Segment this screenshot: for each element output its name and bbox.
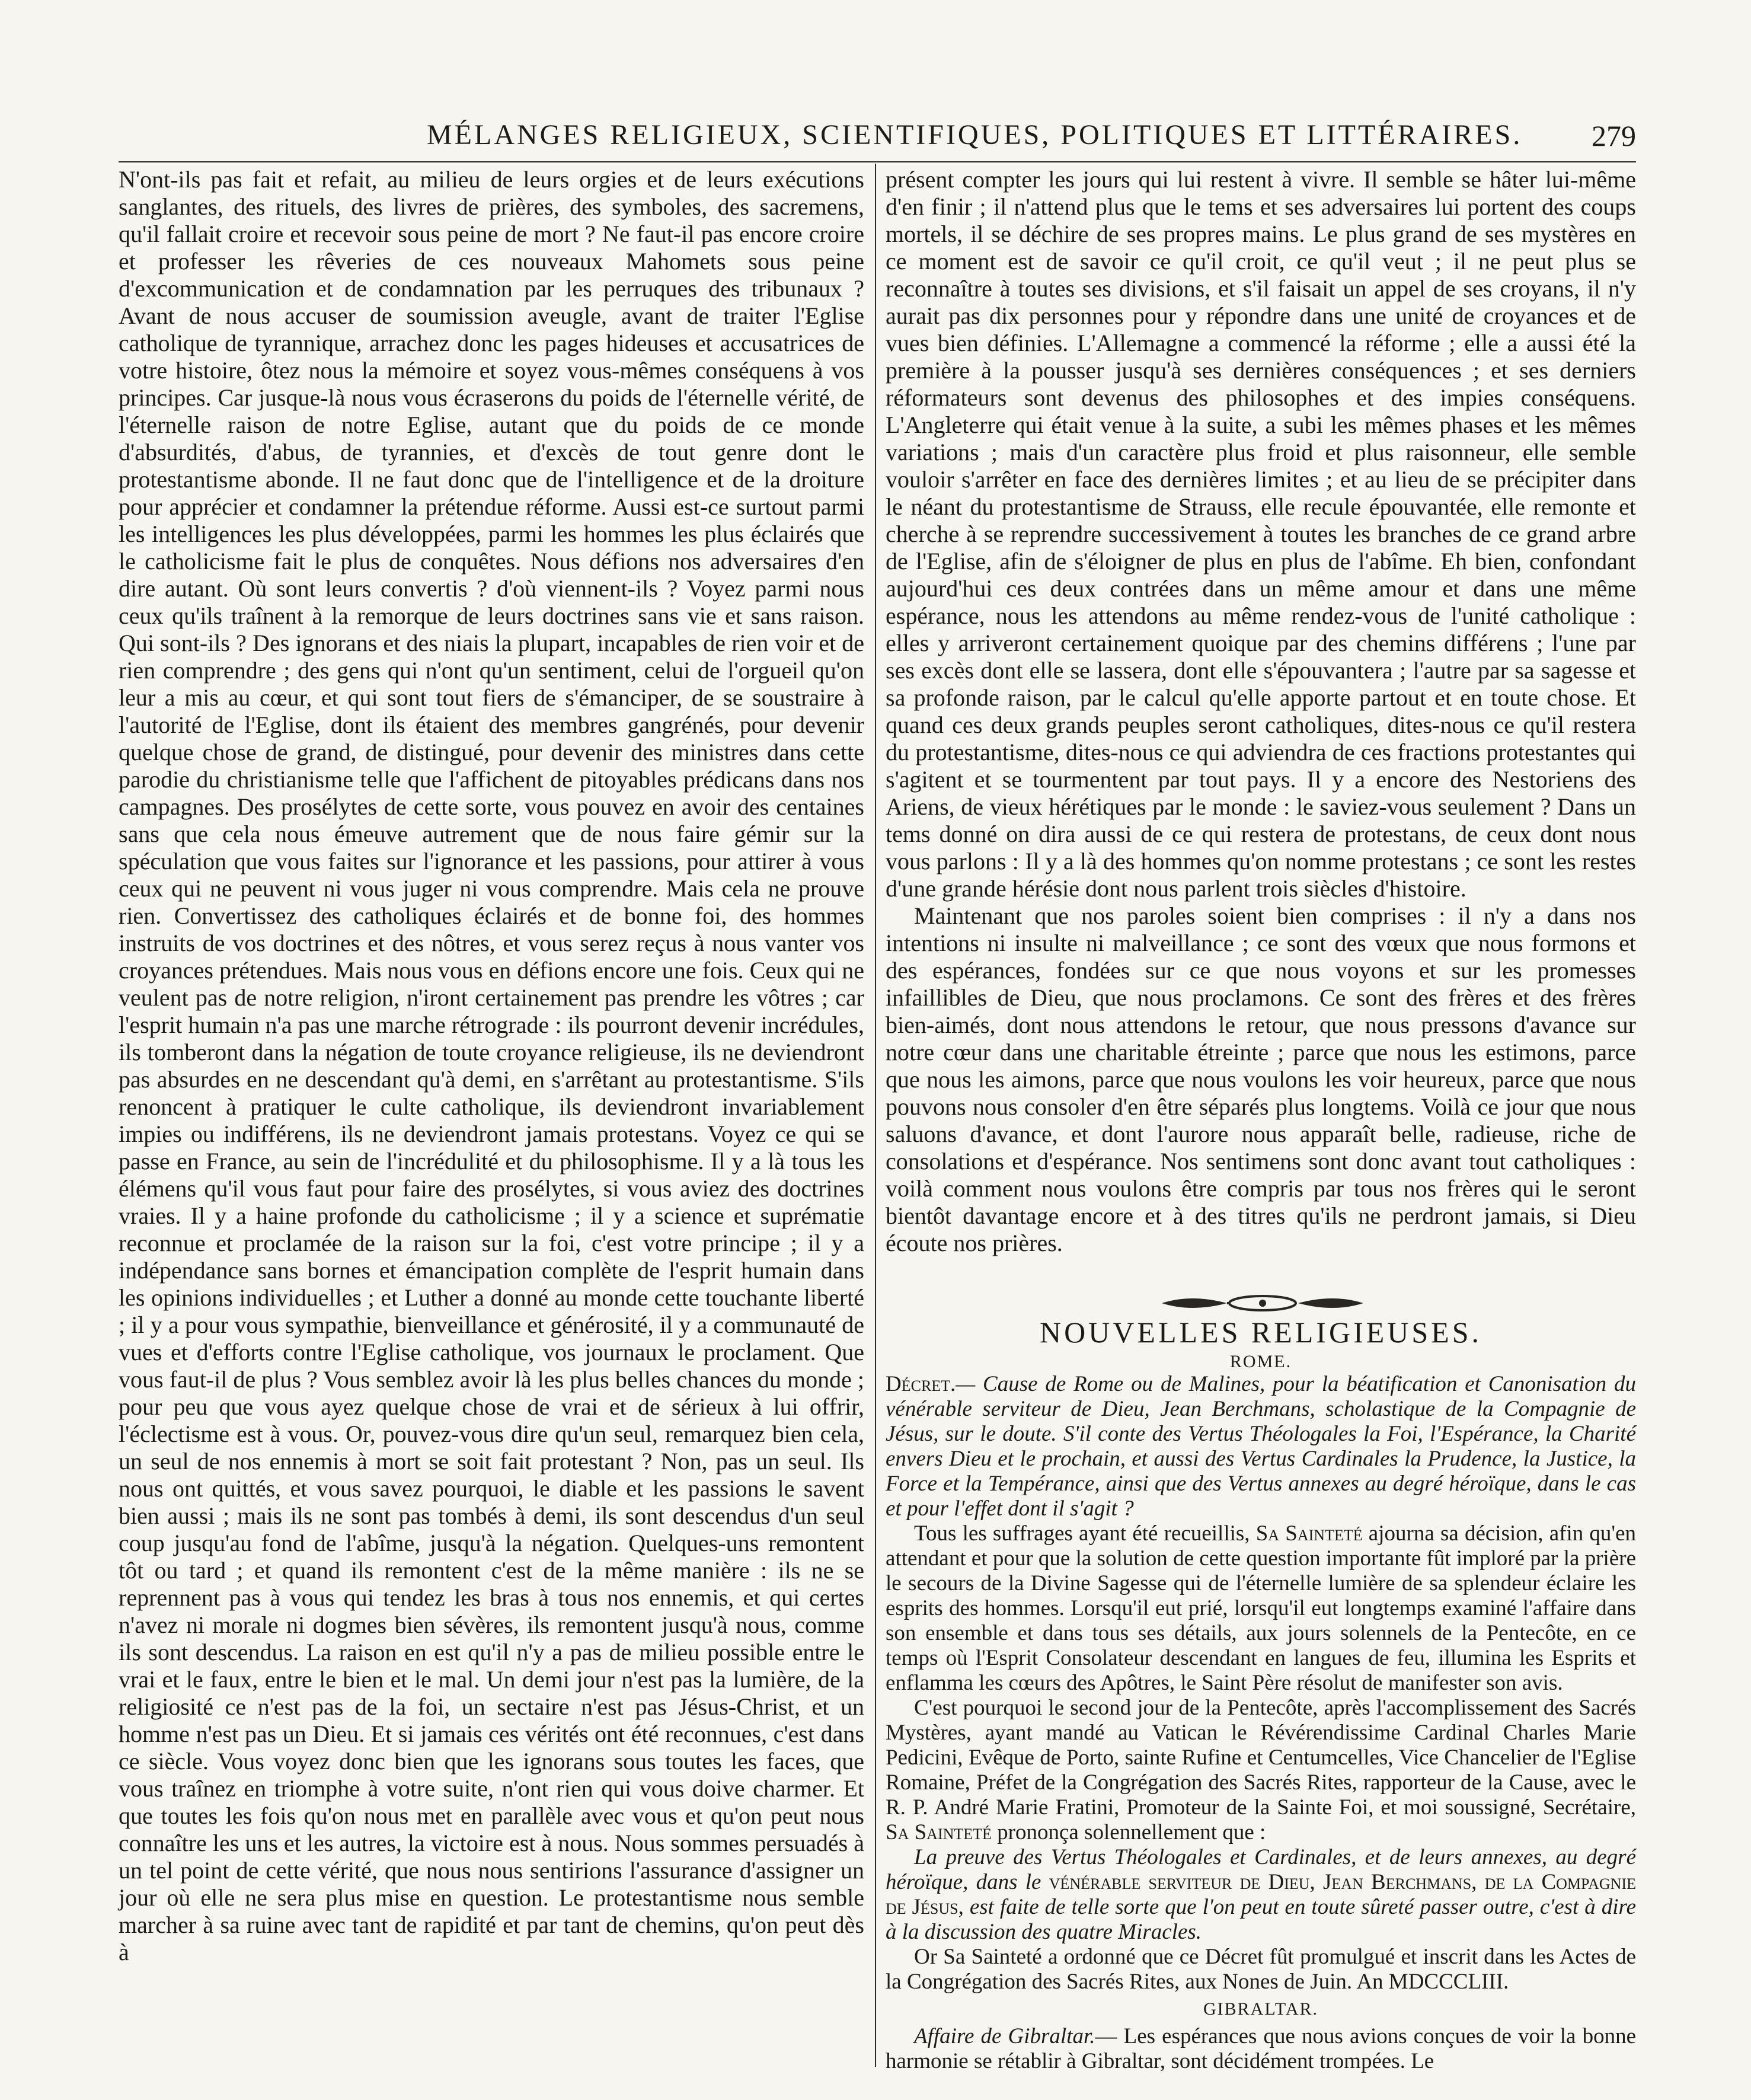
gibraltar-paragraph (886, 2024, 1636, 2074)
column-divider (875, 164, 876, 2067)
news-body (886, 1372, 1637, 2073)
news-paragraph-1-b: ajourna sa décision, afin qu'en attendant et pour que la solution de cette question importante fût imploré par la prière le secours de la Divine Sagesse qui de l'éternelle lumière de sa splendeur éclaire les esprits des hommes. Lorsqu'il eut prié, lorsqu'il eut longtemps examiné l'affaire dans son ensemble et dans tous ses détails, aux jours solennels de la Pentecôte, en ce temps où l'Esprit Consolateur descendant en langues de feu, illumina les Esprits et enflamma les cœurs des Apôtres, le Saint Père résolut de manifester son avis. (886, 1521, 1637, 1695)
rome-heading: ROME. (1229, 1352, 1292, 1371)
decree-paragraph (886, 1372, 1636, 1521)
news-paragraph-2-a: C'est pourquoi le second jour de la Pentecôte, après l'accomplissement des Sacrés Mystères, ayant mandé au Vatican le Révérendissime Cardinal Charles Marie Pedicini, Evêque de Porto, sainte Rufine et Centumcelles, Vice Chancelier de l'Eglise Romaine, Préfet de la Congrégation des Sacrés Rites, rapporteur de la Cause, avec le R. P. André Marie Fratini, Promoteur de la Sainte Foi, et moi soussigné, Secrétaire, (886, 1696, 1636, 1820)
verdict-paragraph (886, 1845, 1636, 1945)
right-column-paragraph-1: présent compter les jours qui lui restent à vivre. Il semble se hâter lui-même d'en finir ; il n'attend plus que le tems et ses adversaires lui portent des coups mortels, il se déchire de ses propres mains. Le plus grand de ses mystères en ce moment est de savoir ce qu'il croit, ce qu'il veut ; il ne peut plus se reconnaître à toutes ses divisions, et s'il faisait un appel de ses croyans, il n'y aurait pas dix personnes pour y répondre dans une unité de croyances et de vues bien définies. L'Allemagne a commencé la réforme ; elle a aussi été la première à la pousser jusqu'à ses dernières conséquences ; et ses derniers réformateurs sont devenus des philosophes et des impies conséquens. L'Angleterre qui était venue à la suite, a subi les mêmes phases et les mêmes variations ; mais d'un caractère plus froid et plus raisonneur, elle semble vouloir s'arrêter en face des dernières limites ; et au lieu de se précipiter dans le néant du protestantisme de Strauss, elle recule épouvantée, elle remonte et cherche à se reprendre successivement à toutes les branches de ce grand arbre de l'Eglise, afin de s'éloigner de plus en plus de l'abîme. Eh bien, confondant aujourd'hui ces deux contrées dans un même amour et dans une même espérance, nous les attendons au même rendez-vous de l'unité catholique : elles y arriveront certainement quoique par des chemins différens ; l'une par ses excès dont elle se lassera, dont elle s'épouvantera ; l'autre par sa sagesse et sa profonde raison, par le calcul qu'elle apporte partout et en toute chose. Et quand ces deux grands peuples seront catholiques, dites-nous ce qu'il restera du protestantisme, dites-nous ce qui adviendra de ces fractions protestantes qui s'agitent et se tourmentent par tout pays. Il y a encore des Nestoriens des Ariens, de vieux hérétiques par le monde : le saviez-vous seulement ? Dans un tems donné on dira aussi de ce qui restera de protestans, de ceux dont nous vous parlons : Il y a là des hommes qu'on nomme protestans ; ce sont les restes d'une grande hérésie dont nous parlent trois siècles d'histoire. (886, 166, 1636, 902)
news-section-title: NOUVELLES RELIGIEUSES. (1039, 1316, 1482, 1349)
ornament-divider (1156, 1291, 1369, 1315)
right-column-paragraph-2: Maintenant que nos paroles soient bien comprises : il n'y a dans nos intentions ni insulte ni malveillance ; ce sont des vœux que nous formons et des espérances, fondées sur ce que nous voyons et sur les promesses infaillibles de Dieu, que nous proclamons. Ce sont des frères et des frères bien-aimés, dont nous attendons le retour, que nous pressons d'avance sur notre cœur dans une charitable étreinte ; parce que nous les estimons, parce que nous les aimons, parce que nous voulons les voir heureux, parce que nous pouvons nous consoler d'en être séparés plus longtems. Voilà ce jour que nous saluons d'avance, et dont l'aurore nous apparaît belle, radieuse, riche de consolations et d'espérance. Nos sentimens sont donc avant tout catholiques : voilà comment nous voulons être compris par tous nos frères qui le seront bientôt davantage encore et à des titres qu'ils ne perdront jamais, si Dieu écoute nos prières. (886, 902, 1636, 1256)
gibraltar-text: — Les espérances que nous avions conçues de voir la bonne harmonie se rétablir à Gibraltar, sont décidément trompées. Le (886, 2024, 1636, 2073)
running-title: MÉLANGES RELIGIEUX, SCIENTIFIQUES, POLITIQUES ET LITTÉRAIRES. (427, 119, 1523, 151)
page-number: 279 (1592, 119, 1636, 152)
decree-text: — Cause de Rome ou de Malines, pour la béatification et Canonisation du vénérable serviteur de Dieu, Jean Berchmans, scholastique de la Compagnie de Jésus, sur le doute. S'il conte des Vertus Théologales la Foi, l'Espérance, la Charité envers Dieu et le prochain, et aussi des Vertus Cardinales la Prudence, la Justice, la Force et la Tempérance, ainsi que des Vertus annexes au degré héroïque, dans le cas et pour l'effet dont il s'agit ? (886, 1372, 1636, 1521)
right-column (886, 166, 1636, 1381)
sa-saintete-2: Sa Sainteté (886, 1820, 992, 1844)
verdict-b: est faite de telle sorte que l'on peut en toute sûreté passer outre, c'est à dire à la discussion des quatre Miracles. (886, 1895, 1636, 1944)
verdict-a: La preuve des Vertus Théologales et Cardinales, et de leurs annexes, au degré héroïque, dans le (886, 1845, 1636, 1894)
verdict-name: vénérable serviteur de Dieu, Jean Berchmans, de la Compagnie de Jésus, (886, 1870, 1636, 1919)
news-paragraph-1 (886, 1521, 1636, 1696)
header-rule (119, 161, 1636, 162)
news-paragraph-1-a: Tous les suffrages ayant été recueillis, (914, 1521, 1256, 1546)
decree-label: Décret. (886, 1372, 956, 1396)
gibraltar-label: Affaire de Gibraltar. (914, 2024, 1095, 2048)
news-paragraph-2 (886, 1696, 1636, 1845)
left-column (119, 166, 864, 2075)
news-paragraph-3: Or Sa Sainteté a ordonné que ce Décret fût promulgué et inscrit dans les Actes de la Congrégation des Sacrés Rites, aux Nones de Juin. An MDCCCLIII. (886, 1945, 1636, 1994)
gibraltar-heading: GIBRALTAR. (1203, 1999, 1318, 2019)
news-paragraph-2-b: prononça solennellement que : (991, 1820, 1266, 1844)
running-head (119, 119, 1636, 160)
sa-saintete: Sa Sainteté (1255, 1521, 1363, 1546)
left-column-text: N'ont-ils pas fait et refait, au milieu de leurs orgies et de leurs exécutions sanglantes, des rituels, des livres de prières, des symboles, des sacremens, qu'il fallait croire et recevoir sous peine de mort ? Ne faut-il pas encore croire et professer les rêveries de ces nouveaux Mahomets sous peine d'excommunication et de condamnation par les perruques des tribunaux ? Avant de nous accuser de soumission aveugle, avant de traiter l'Eglise catholique de tyrannique, arrachez donc les pages hideuses et accusatrices de votre histoire, ôtez nous la mémoire et soyez vous-mêmes conséquens à vos principes. Car jusque-là nous vous écraserons du poids de l'éternelle vérité, de l'éternelle raison de notre Eglise, autant que du poids de ce monde d'absurdités, d'abus, de tyrannies, et d'excès de tout genre dont le protestantisme abonde. Il ne faut donc que de l'intelligence et de la droiture pour apprécier et condamner la prétendue réforme. Aussi est-ce surtout parmi les intelligences les plus développées, parmi les hommes les plus éclairés que le catholicisme fait le plus de conquêtes. Nous défions nos adversaires d'en dire autant. Où sont leurs convertis ? d'où viennent-ils ? Voyez parmi nous ceux qu'ils traînent à la remorque de leurs doctrines sans vie et sans raison. Qui sont-ils ? Des ignorans et des niais la plupart, incapables de rien voir et de rien comprendre ; des gens qui n'ont qu'un sentiment, celui de l'orgueil qu'on leur a mis au cœur, et qui sont tout fiers de s'émanciper, de se soustraire à l'autorité de l'Eglise, dont ils étaient des membres gangrénés, pour devenir quelque chose de grand, de distingué, pour devenir des ministres dans cette parodie du christianisme telle que l'affichent de pitoyables prédicans dans nos campagnes. Des prosélytes de cette sorte, vous pouvez en avoir des centaines sans que cela nous émeuve autrement que de nous faire gémir sur la spéculation que vous faites sur l'ignorance et les passions, pour attirer à vous ceux qui ne peuvent ni vous juger ni vous comprendre. Mais cela ne prouve rien. Convertissez des catholiques éclairés et de bonne foi, des hommes instruits de vos doctrines et des nôtres, et vous serez reçus à nous vanter vos croyances prétendues. Mais nous vous en défions encore une fois. Ceux qui ne veulent pas de notre religion, n'iront certainement pas prendre les vôtres ; car l'esprit humain n'a pas une marche rétrograde : ils pourront devenir incrédules, ils tomberont dans la négation de toute croyance religieuse, ils ne deviendront pas absurdes en ne descendant qu'à demi, en s'arrêtant au protestantisme. S'ils renoncent à pratiquer le culte catholique, ils deviendront invariablement impies ou indifférens, ils ne deviendront jamais protestans. Voyez ce qui se passe en France, au sein de l'incrédulité et du philosophisme. Il y a là tous les élémens qu'il vous faut pour faire des prosélytes, si vous aviez des doctrines vraies. Il y a haine profonde du catholicisme ; il y a science et suprématie reconnue et proclamée de la raison sur la foi, c'est votre principe ; il y a indépendance sans bornes et émancipation complète de l'esprit humain dans les opinions individuelles ; et Luther a donné au monde cette touchante liberté ; il y a pour vous sympathie, bienveillance et générosité, il y a communauté de vues et d'efforts contre l'Eglise catholique, vos journaux le proclament. Que vous faut-il de plus ? Vous semblez avoir là les plus belles chances du monde ; pour peu que vous ayez quelque chose de vrai et de sérieux à lui offrir, l'éclectisme est à vous. Or, pouvez-vous dire qu'un seul, remarquez bien cela, un seul de nos ennemis à mort se soit fait protestant ? Non, pas un seul. Ils nous ont quittés, et vous savez pourquoi, le diable et les passions le savent bien aussi ; mais ils ne sont pas tombés à demi, ils sont descendus d'un seul coup jusqu'au fond de l'abîme, jusqu'à la négation. Quelques-uns remontent tôt ou tard ; et quand ils remontent c'est de la même manière : ils ne se reprennent pas à vous qui tendez les bras à tous nos ennemis, et qui certes n'avez ni morale ni dogmes bien sévères, ils remontent jusqu'à nous, comme ils sont descendus. La raison en est qu'il n'y a pas de milieu possible entre le vrai et le faux, entre le bien et le mal. Un demi jour n'est pas la lumière, de la religiosité ce n'est pas de la foi, un sectaire n'est pas Jésus-Christ, et un homme n'est pas un Dieu. Et si jamais ces vérités ont été reconnues, c'est dans ce siècle. Vous voyez donc bien que les ignorans sous toutes les faces, que vous traînez en triomphe à votre suite, n'ont rien qui vous doive charmer. Et que toutes les fois qu'on nous met en parallèle avec vous et qu'on peut nous connaître les uns et les autres, la victoire est à nous. Nous sommes persuadés à un tel point de cette vérité, que nous nous sentirions l'assurance d'assigner un jour où elle ne sera plus mise en question. Le protestantisme nous semble marcher à sa ruine avec tant de rapidité et par tant de chemins, qu'on peut dès à (119, 166, 864, 1965)
